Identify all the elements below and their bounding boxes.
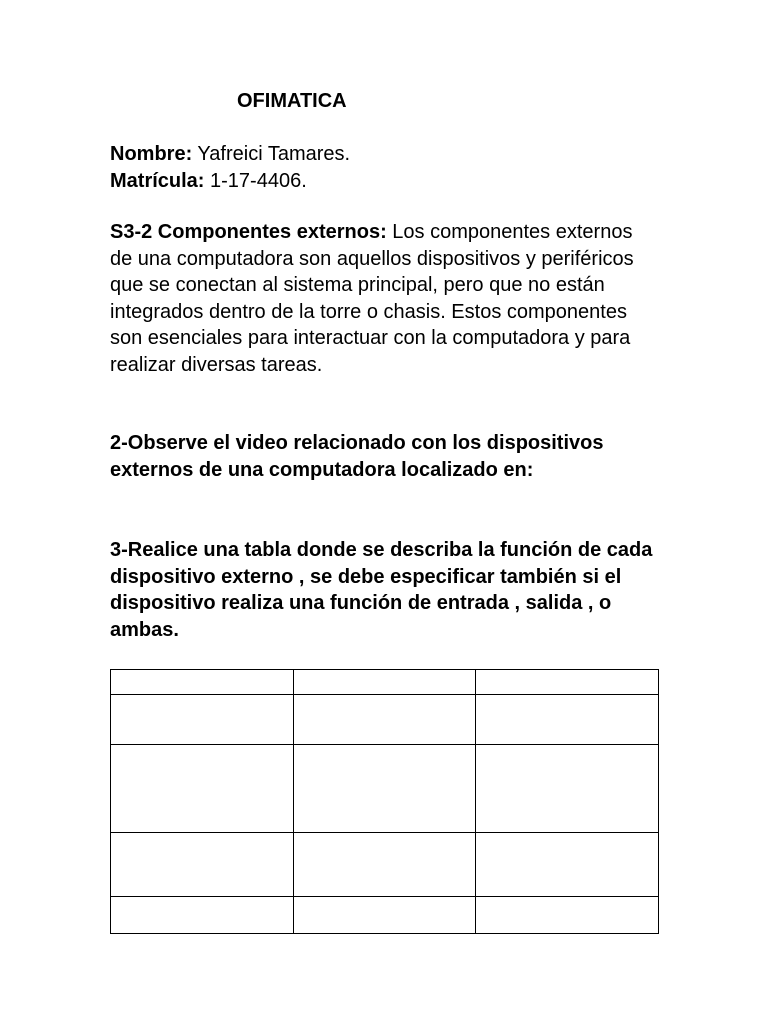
id-label: Matrícula: xyxy=(110,169,205,192)
question-2: 2-Observe el video relacionado con los dispositivos externos de una computadora localizado en: xyxy=(110,432,604,481)
table-row xyxy=(111,745,659,833)
table-cell xyxy=(476,833,659,897)
table-row xyxy=(111,897,659,934)
table-cell xyxy=(111,833,294,897)
table-cell xyxy=(293,745,476,833)
table-cell xyxy=(476,695,659,745)
student-info xyxy=(110,141,655,194)
table-cell xyxy=(111,897,294,934)
table-cell xyxy=(476,897,659,934)
table-cell xyxy=(293,897,476,934)
table-row xyxy=(111,695,659,745)
device-table xyxy=(110,669,659,934)
document-title: OFIMATICA xyxy=(237,90,347,112)
section-text: Los componentes externos de una computadora son aquellos dispositivos y periféricos que se conectan al sistema principal, pero que no están integrados dentro de la torre o chasis. Estos componentes son esenciales para interactuar con la computadora y para realizar diversas tareas. xyxy=(110,221,634,376)
table-cell xyxy=(111,745,294,833)
section-heading: S3-2 Componentes externos: xyxy=(110,221,387,243)
table-cell xyxy=(111,695,294,745)
question-3: 3-Realice una tabla donde se describa la función de cada dispositivo externo , se debe especificar también si el dispositivo realiza una función de entrada , salida , o ambas. xyxy=(110,539,653,641)
table-row xyxy=(111,670,659,695)
section-paragraph xyxy=(110,219,655,378)
table-cell xyxy=(476,670,659,695)
name-line xyxy=(110,141,655,168)
name-label: Nombre: xyxy=(110,143,193,165)
table-cell xyxy=(293,833,476,897)
id-line xyxy=(110,168,655,195)
table-cell xyxy=(476,745,659,833)
id-value: 1-17-4406. xyxy=(204,169,307,192)
name-value: Yafreici Tamares. xyxy=(192,143,351,165)
table-row xyxy=(111,833,659,897)
table-cell xyxy=(293,670,476,695)
table-cell xyxy=(293,695,476,745)
table-cell xyxy=(111,670,294,695)
